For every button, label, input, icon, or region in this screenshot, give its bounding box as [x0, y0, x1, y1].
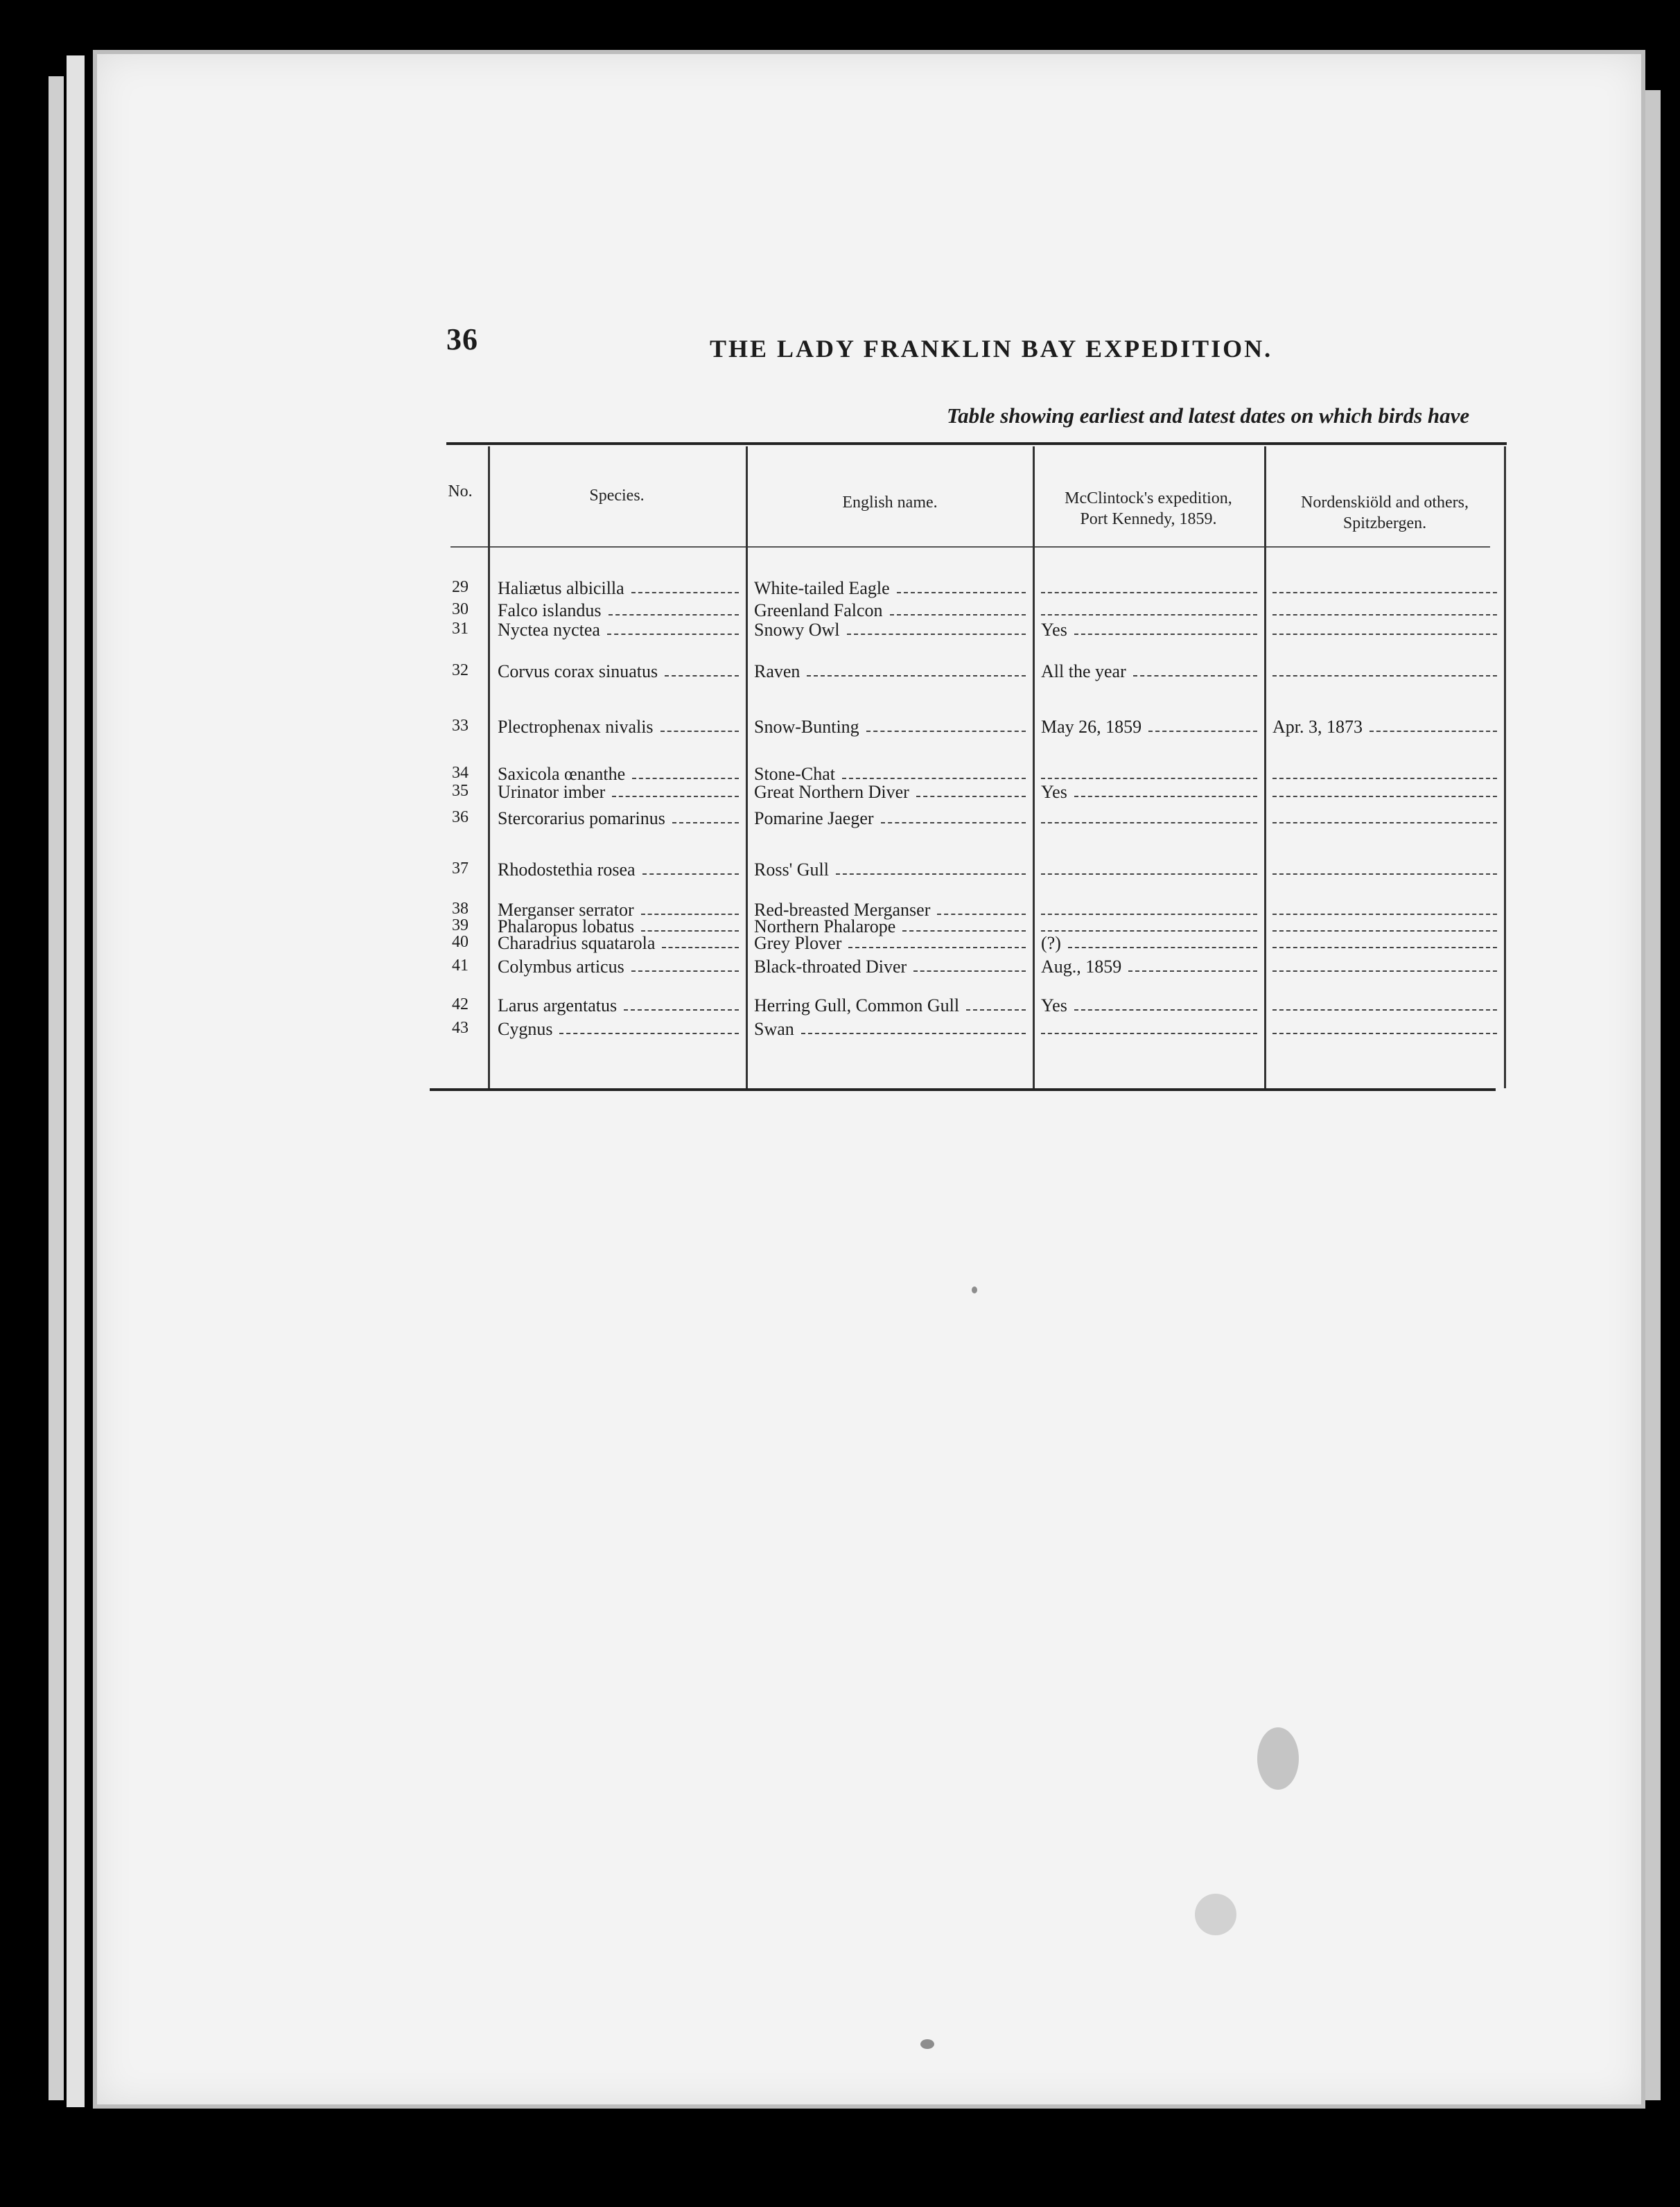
dotted-leader: [1068, 947, 1257, 948]
dotted-leader: [1148, 731, 1257, 732]
header-mcclintock: [1035, 488, 1261, 530]
mcclintock-cell: Yes: [1041, 995, 1067, 1015]
dotted-leader: [1133, 675, 1257, 677]
dotted-leader: [624, 1009, 739, 1011]
dotted-leader: [1272, 970, 1497, 972]
nordenskiold-cell: Apr. 3, 1873: [1272, 717, 1363, 737]
dotted-leader: [866, 731, 1026, 732]
english-name-cell: Great Northern Diver: [754, 782, 909, 802]
species-cell: Stercorarius pomarinus: [498, 808, 665, 828]
dotted-leader: [1272, 634, 1497, 635]
dotted-leader: [1272, 1033, 1497, 1034]
dotted-leader: [1272, 592, 1497, 593]
row-number: 43: [452, 1019, 469, 1037]
table-header-rule: [450, 546, 1490, 548]
table-row: [430, 957, 1508, 980]
mcclintock-cell: Aug., 1859: [1041, 957, 1122, 977]
row-number: 42: [452, 995, 469, 1013]
dotted-leader: [1074, 796, 1257, 797]
header-no: No.: [448, 482, 473, 500]
species-cell: Saxicola œnanthe: [498, 764, 626, 784]
species-cell: Nyctea nyctea: [498, 620, 600, 640]
english-name-cell: Red-breasted Merganser: [754, 900, 931, 920]
dotted-leader: [609, 614, 740, 616]
mcclintock-cell: Yes: [1041, 782, 1067, 802]
dotted-leader: [1041, 914, 1257, 915]
dotted-leader: [662, 947, 739, 948]
english-name-cell: Stone-Chat: [754, 764, 835, 784]
dotted-leader: [1041, 1033, 1257, 1034]
dotted-leader: [1074, 1009, 1257, 1011]
english-name-cell: Pomarine Jaeger: [754, 808, 874, 828]
dotted-leader: [1272, 675, 1497, 677]
dotted-leader: [559, 1033, 739, 1034]
dotted-leader: [631, 970, 739, 972]
english-name-cell: White-tailed Eagle: [754, 578, 890, 598]
row-number: 37: [452, 860, 469, 878]
table-caption: Table showing earliest and latest dates on which birds have: [947, 403, 1470, 428]
dotted-leader: [966, 1009, 1026, 1011]
dotted-leader: [665, 675, 739, 677]
dotted-leader: [1041, 614, 1257, 616]
table-bottom-rule: [430, 1088, 1496, 1091]
english-name-cell: Ross' Gull: [754, 860, 829, 880]
dotted-leader: [890, 614, 1026, 616]
mcclintock-cell: Yes: [1041, 620, 1067, 640]
dotted-leader: [881, 822, 1026, 823]
dotted-leader: [1041, 592, 1257, 593]
english-name-cell: Swan: [754, 1019, 794, 1039]
english-name-cell: Snow-Bunting: [754, 717, 859, 737]
dotted-leader: [1272, 796, 1497, 797]
dotted-leader: [897, 592, 1026, 593]
dotted-leader: [1272, 914, 1497, 915]
species-cell: Urinator imber: [498, 782, 606, 802]
dotted-leader: [642, 873, 739, 875]
dotted-leader: [1272, 778, 1497, 779]
dotted-leader: [641, 930, 739, 932]
running-head: THE LADY FRANKLIN BAY EXPEDITION.: [710, 335, 1273, 363]
page-stain: [920, 2039, 934, 2049]
dotted-leader: [1272, 873, 1497, 875]
english-name-cell: Northern Phalarope: [754, 916, 896, 936]
species-cell: Haliætus albicilla: [498, 578, 624, 598]
table-row: [430, 717, 1508, 740]
table-row: [430, 661, 1508, 685]
page-stain: [1257, 1727, 1299, 1790]
dotted-leader: [1272, 614, 1497, 616]
dotted-leader: [1041, 822, 1257, 823]
header-nordenskiold: [1267, 492, 1503, 534]
row-number: 33: [452, 717, 469, 735]
dotted-leader: [632, 778, 739, 779]
dotted-leader: [641, 914, 739, 915]
row-number: 36: [452, 808, 469, 826]
dotted-leader: [1370, 731, 1497, 732]
dotted-leader: [1041, 778, 1257, 779]
english-name-cell: Greenland Falcon: [754, 600, 883, 620]
english-name-cell: Snowy Owl: [754, 620, 840, 640]
table-row: [430, 860, 1508, 883]
table-row: [430, 620, 1508, 643]
species-cell: Phalaropus lobatus: [498, 916, 635, 936]
table-row: [430, 808, 1508, 832]
english-name-cell: Raven: [754, 661, 800, 681]
page-stain: [1195, 1894, 1236, 1935]
table-top-rule: [446, 442, 1507, 445]
page-stack-edge-left-inner: [67, 55, 85, 2107]
mcclintock-cell: (?): [1041, 933, 1061, 953]
table-row: [430, 782, 1508, 805]
species-cell: Corvus corax sinuatus: [498, 661, 658, 681]
header-species: Species.: [589, 487, 645, 505]
dotted-leader: [631, 592, 739, 593]
dotted-leader: [607, 634, 739, 635]
page-number: 36: [446, 322, 478, 356]
row-number: 35: [452, 782, 469, 800]
table-row: [430, 933, 1508, 957]
header-english-name: English name.: [842, 494, 938, 512]
row-number: 38: [452, 900, 469, 918]
species-cell: Colymbus articus: [498, 957, 624, 977]
page-stain: [972, 1286, 977, 1293]
dotted-leader: [1041, 930, 1257, 932]
dotted-leader: [1272, 1009, 1497, 1011]
row-number: 39: [452, 916, 469, 934]
page-stack-edge-left: [49, 76, 64, 2100]
book-page: [93, 50, 1645, 2109]
species-cell: Charadrius squatarola: [498, 933, 656, 953]
species-cell: Merganser serrator: [498, 900, 634, 920]
dotted-leader: [1074, 634, 1257, 635]
row-number: 30: [452, 600, 469, 618]
species-cell: Plectrophenax nivalis: [498, 717, 654, 737]
header-nordenskiold-line2: Spitzbergen.: [1342, 514, 1427, 532]
english-name-cell: Grey Plover: [754, 933, 842, 953]
table-row: [430, 995, 1508, 1019]
species-cell: Cygnus: [498, 1019, 553, 1039]
mcclintock-cell: All the year: [1041, 661, 1126, 681]
dotted-leader: [836, 873, 1026, 875]
english-name-cell: Herring Gull, Common Gull: [754, 995, 960, 1015]
species-cell: Rhodostethia rosea: [498, 860, 636, 880]
row-number: 34: [452, 764, 469, 782]
dotted-leader: [1128, 970, 1257, 972]
row-number: 31: [452, 620, 469, 638]
table-row: [430, 1019, 1508, 1043]
species-cell: Larus argentatus: [498, 995, 618, 1015]
table-row: [430, 578, 1508, 602]
dotted-leader: [801, 1033, 1026, 1034]
dotted-leader: [916, 796, 1026, 797]
row-number: 41: [452, 957, 469, 975]
english-name-cell: Black-throated Diver: [754, 957, 907, 977]
dotted-leader: [672, 822, 739, 823]
dotted-leader: [807, 675, 1026, 677]
bird-dates-table: [430, 442, 1508, 1094]
dotted-leader: [660, 731, 739, 732]
dotted-leader: [913, 970, 1026, 972]
row-number: 32: [452, 661, 469, 679]
header-mcclintock-line2: Port Kennedy, 1859.: [1080, 510, 1217, 528]
dotted-leader: [902, 930, 1026, 932]
row-number: 40: [452, 933, 469, 951]
species-cell: Falco islandus: [498, 600, 602, 620]
dotted-leader: [1041, 873, 1257, 875]
header-nordenskiold-line1: Nordenskiöld and others,: [1301, 494, 1469, 512]
dotted-leader: [1272, 947, 1497, 948]
dotted-leader: [1272, 822, 1497, 823]
dotted-leader: [848, 947, 1026, 948]
dotted-leader: [937, 914, 1026, 915]
header-mcclintock-line1: McClintock's expedition,: [1065, 489, 1232, 507]
dotted-leader: [847, 634, 1026, 635]
dotted-leader: [842, 778, 1026, 779]
row-number: 29: [452, 578, 469, 596]
dotted-leader: [1272, 930, 1497, 932]
dotted-leader: [612, 796, 739, 797]
mcclintock-cell: May 26, 1859: [1041, 717, 1142, 737]
